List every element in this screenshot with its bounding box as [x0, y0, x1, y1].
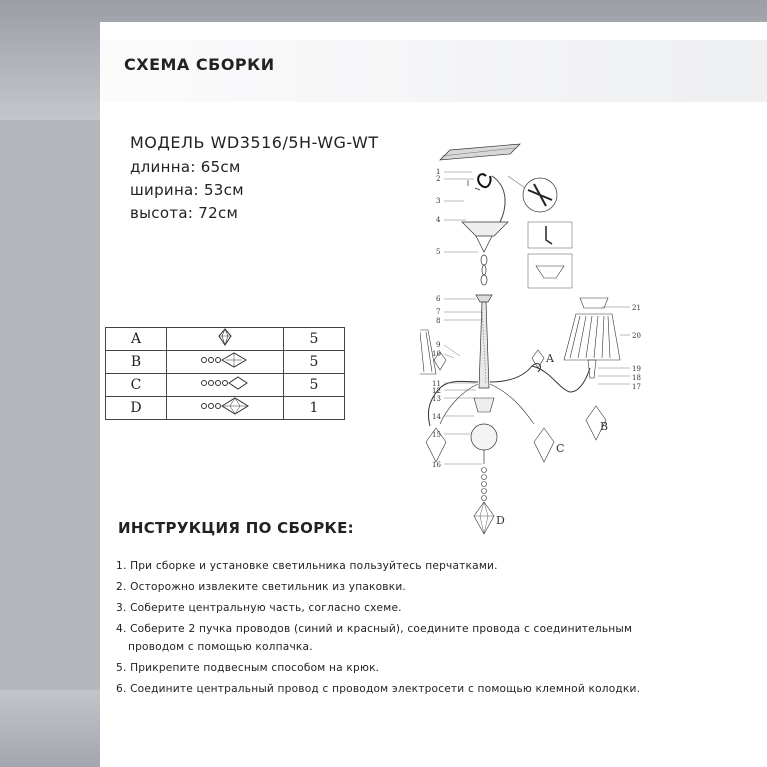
list-item: проводом с помощью колпачка. — [128, 641, 313, 653]
svg-text:5: 5 — [436, 248, 441, 256]
canopy — [462, 222, 508, 236]
crystal-drops — [420, 350, 609, 534]
svg-text:12: 12 — [432, 387, 441, 395]
list-item: 1. При сборке и установке светильника пользуйтесь перчатками. — [116, 560, 498, 572]
svg-text:B: B — [600, 420, 609, 433]
table-row — [106, 328, 345, 351]
svg-text:10: 10 — [432, 350, 441, 358]
part-icon-crystal-c — [167, 374, 284, 397]
part-qty: 5 — [284, 374, 345, 397]
svg-text:3: 3 — [436, 197, 441, 205]
table-row — [106, 374, 345, 397]
list-item: 4. Соберите 2 пучка проводов (синий и красный), соедините провода с соединительным — [116, 623, 633, 635]
part-icon-crystal-d — [167, 397, 284, 420]
spec-width: ширина: 53см — [130, 181, 244, 199]
svg-text:4: 4 — [436, 216, 441, 224]
list-item: 3. Соберите центральную часть, согласно схеме. — [116, 602, 402, 614]
brand-logo: СЕМЬОГНЕЙ — [529, 722, 632, 738]
part-number-labels — [432, 168, 641, 469]
svg-text:16: 16 — [432, 461, 441, 469]
svg-text:C: C — [556, 442, 565, 455]
center-sphere — [471, 424, 497, 450]
svg-text:7: 7 — [436, 308, 441, 316]
spec-height: высота: 72см — [130, 204, 239, 222]
svg-text:17: 17 — [632, 383, 641, 391]
svg-text:13: 13 — [432, 395, 441, 403]
part-key: D — [106, 397, 167, 420]
part-key: A — [106, 328, 167, 351]
list-item: 2. Осторожно извлеките светильник из упаковки. — [116, 581, 406, 593]
svg-text:21: 21 — [632, 304, 641, 312]
svg-text:18: 18 — [632, 374, 641, 382]
part-qty: 5 — [284, 351, 345, 374]
svg-text:20: 20 — [632, 332, 641, 340]
part-qty: 1 — [284, 397, 345, 420]
svg-text:9: 9 — [436, 341, 441, 349]
model-name: МОДЕЛЬ WD3516/5H-WG-WT — [130, 133, 379, 152]
parts-table — [105, 327, 345, 420]
part-icon-crystal-a — [167, 328, 284, 351]
page-title: СХЕМА СБОРКИ — [124, 55, 275, 74]
svg-text:8: 8 — [436, 317, 441, 325]
right-shade — [564, 298, 620, 378]
svg-text:2: 2 — [436, 175, 441, 183]
part-icon-crystal-b — [167, 351, 284, 374]
svg-text:14: 14 — [432, 413, 441, 421]
part-qty: 5 — [284, 328, 345, 351]
instructions-heading: ИНСТРУКЦИЯ ПО СБОРКЕ: — [118, 519, 354, 537]
spec-block — [130, 133, 379, 225]
svg-text:A: A — [546, 352, 554, 365]
svg-text:6: 6 — [436, 295, 441, 303]
svg-text:11: 11 — [432, 380, 441, 388]
svg-text:1: 1 — [436, 168, 441, 176]
part-key: C — [106, 374, 167, 397]
svg-text:D: D — [496, 514, 505, 527]
instruction-steps — [116, 556, 640, 700]
svg-text:19: 19 — [632, 365, 641, 373]
part-key: B — [106, 351, 167, 374]
table-row — [106, 351, 345, 374]
svg-text:15: 15 — [432, 431, 441, 439]
table-row — [106, 397, 345, 420]
hook-icon — [478, 174, 490, 187]
list-item: 6. Соедините центральный провод с проводом электросети с помощью клемной колодки. — [116, 683, 641, 695]
spec-length: длинна: 65см — [130, 158, 241, 176]
list-item: 5. Прикрепите подвесным способом на крюк. — [116, 662, 380, 674]
chandelier-assembly-diagram — [420, 130, 660, 540]
